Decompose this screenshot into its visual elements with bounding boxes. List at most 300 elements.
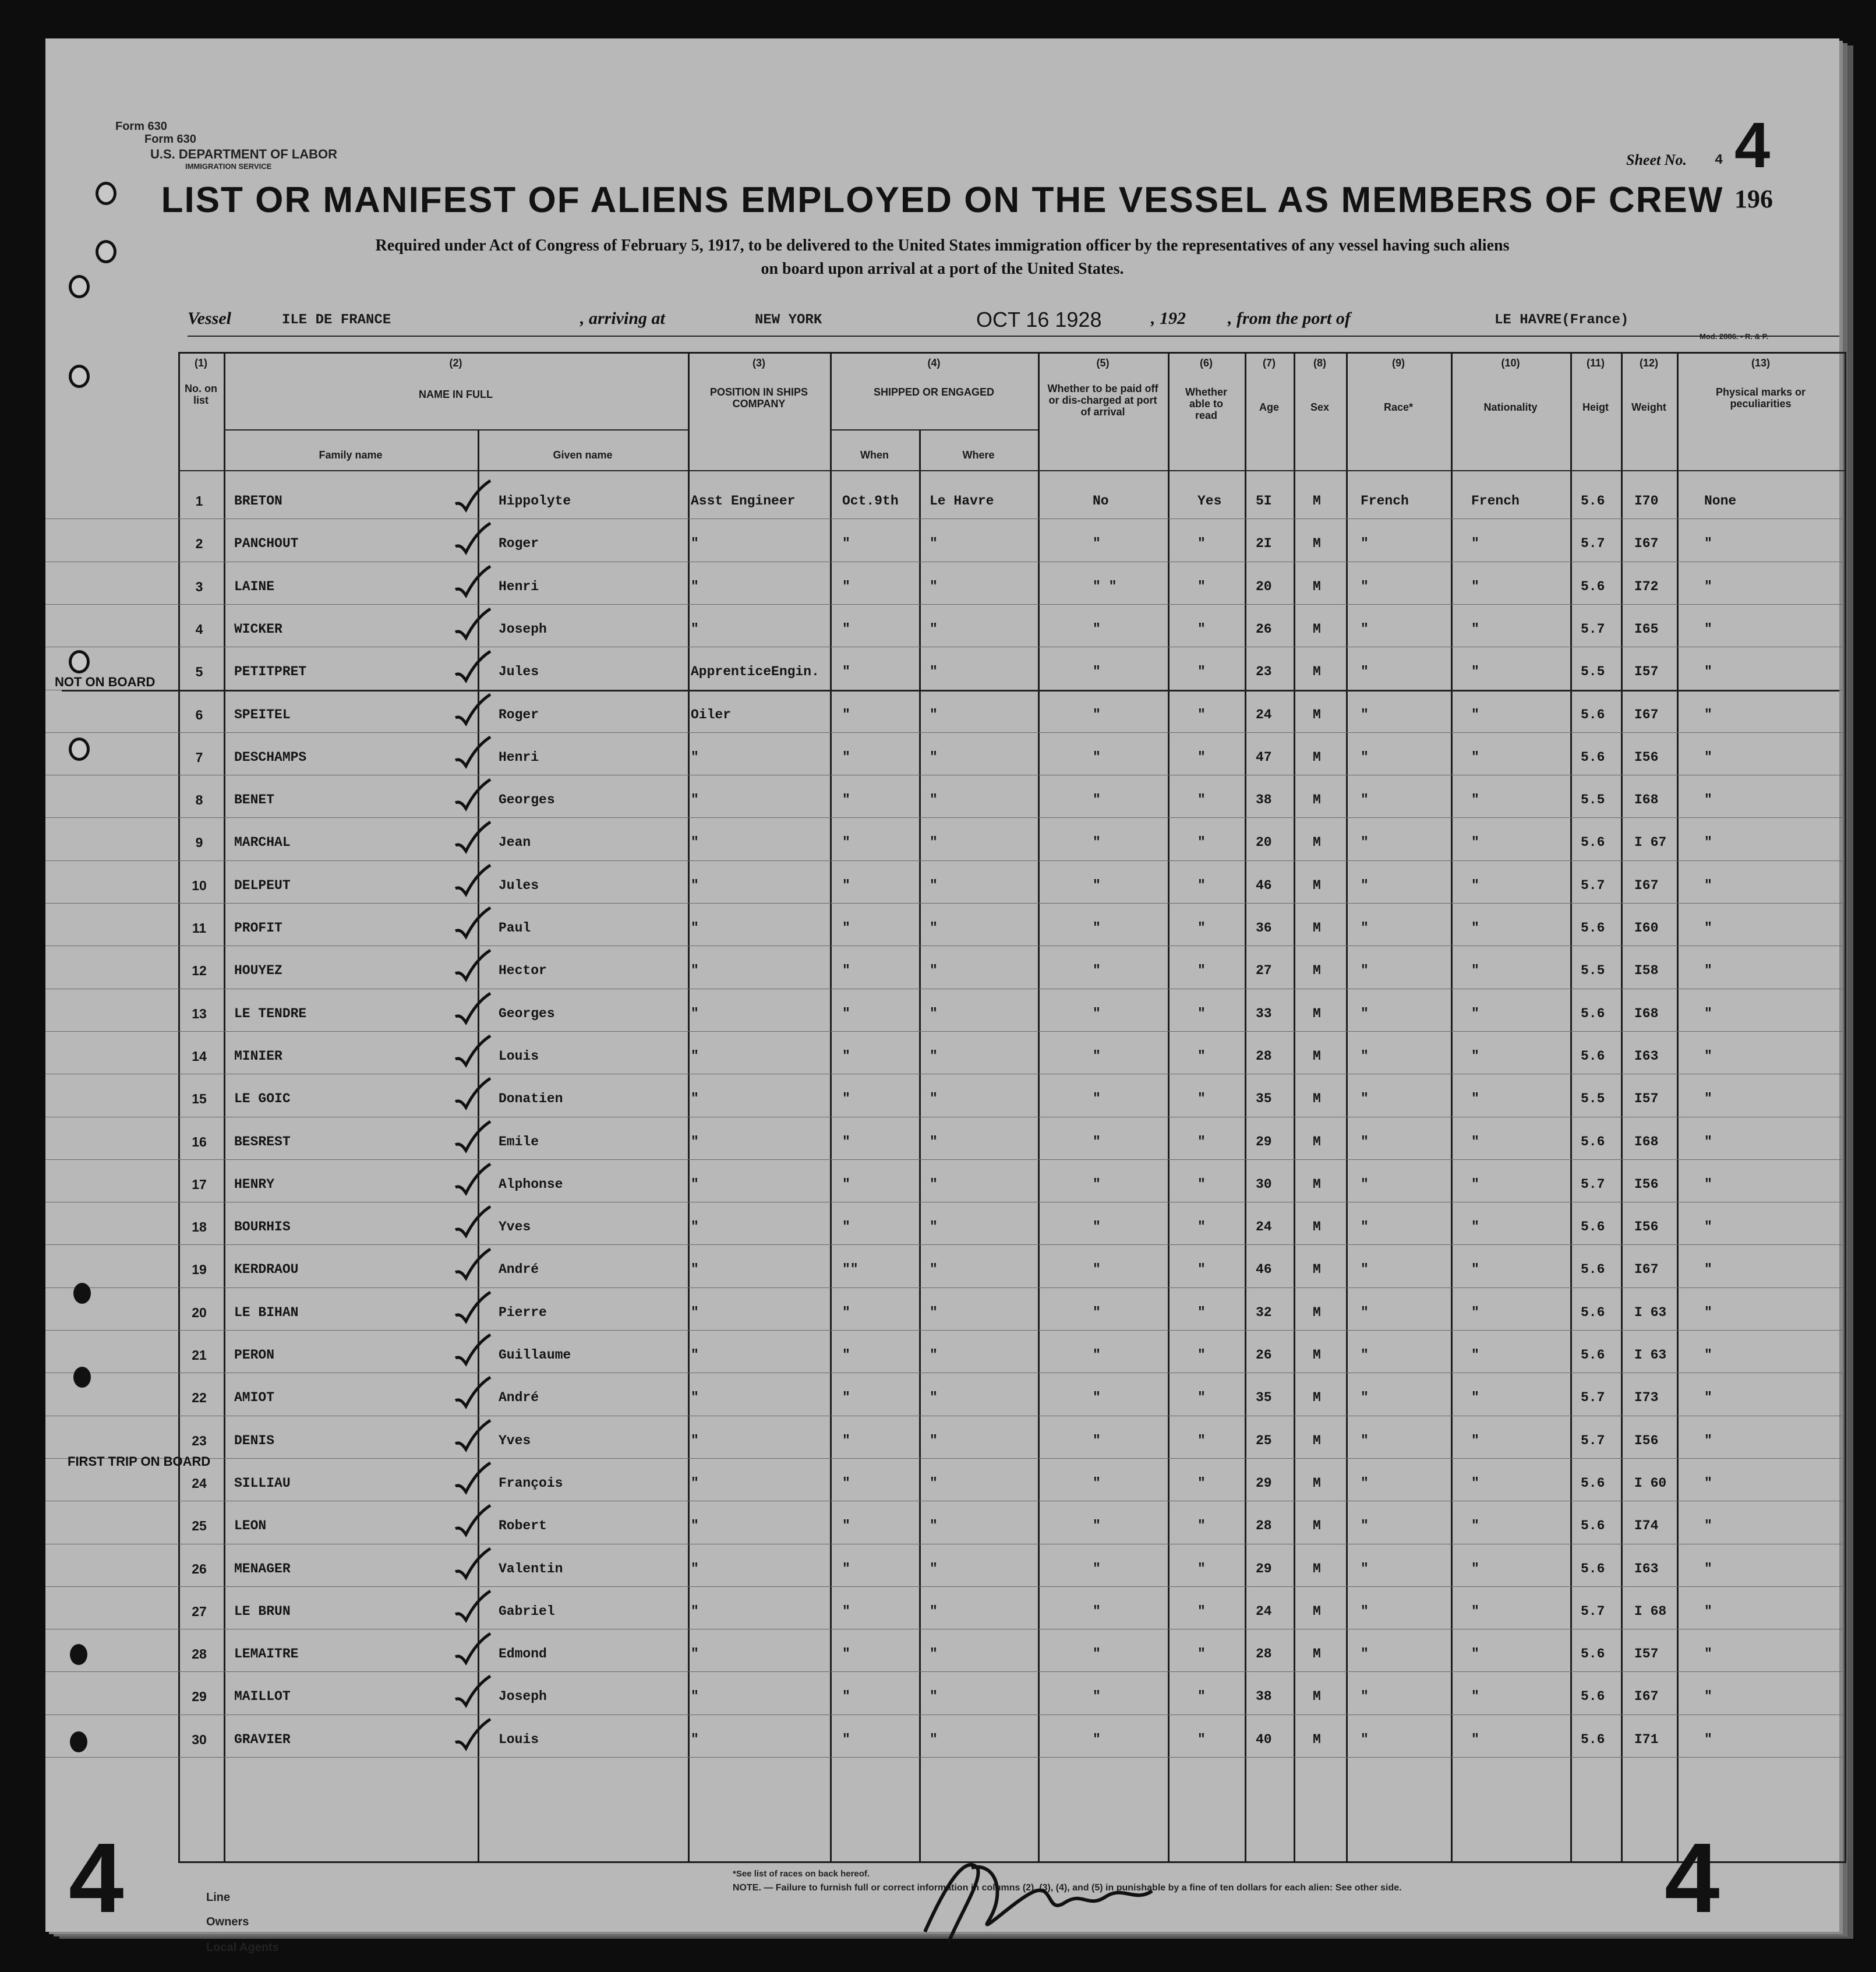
cell-family-name: PERON (234, 1347, 275, 1363)
cell-paid-off: " (1093, 1347, 1101, 1363)
check-mark-icon (452, 1119, 493, 1154)
arrival-date-stamp: OCT 16 1928 (976, 308, 1102, 331)
cell-race: " (1361, 1262, 1369, 1278)
cell-row-number: 25 (192, 1518, 207, 1534)
cell-family-name: MARCHAL (234, 835, 291, 851)
check-mark-icon (452, 991, 493, 1026)
cell-race: French (1361, 493, 1409, 509)
cell-shipped-where: " (930, 1689, 938, 1705)
check-mark-icon (452, 863, 493, 898)
cell-race: " (1361, 1304, 1369, 1320)
cell-race: " (1361, 578, 1369, 594)
row-rule (45, 604, 1845, 605)
cell-age: 29 (1256, 1134, 1272, 1149)
cell-height: 5.7 (1581, 1603, 1605, 1619)
col-header-no-on-list: No. on list (185, 383, 217, 406)
cell-given-name: Valentin (499, 1561, 563, 1576)
col-header-sex: Sex (1310, 401, 1330, 413)
cell-nationality: " (1471, 1048, 1479, 1064)
cell-position: " (691, 1433, 699, 1448)
cell-given-name: Louis (499, 1048, 539, 1064)
cell-shipped-when: " (842, 963, 850, 979)
cell-family-name: LEMAITRE (234, 1646, 299, 1662)
cell-able-to-read: " (1197, 1219, 1206, 1235)
binder-hole (69, 738, 90, 761)
cell-paid-off: " (1093, 1091, 1101, 1107)
cell-physical-marks: " (1704, 749, 1712, 765)
cell-weight: I63 (1634, 1561, 1659, 1576)
cell-weight: I67 (1634, 1689, 1659, 1705)
cell-weight: I 68 (1634, 1603, 1667, 1619)
check-mark-icon (452, 1631, 493, 1666)
margin-note-first-trip: FIRST TRIP ON BOARD (68, 1454, 211, 1469)
cell-shipped-where: " (930, 578, 938, 594)
sheet-number-bottom-right: 4 (1665, 1823, 1720, 1934)
cell-position: Asst Engineer (691, 493, 796, 509)
check-mark-icon (452, 606, 493, 641)
cell-race: " (1361, 1219, 1369, 1235)
cell-sex: M (1313, 1262, 1321, 1278)
cell-row-number: 18 (192, 1219, 207, 1235)
cell-shipped-where: " (930, 835, 938, 851)
cell-race: " (1361, 1091, 1369, 1107)
cell-sex: M (1313, 621, 1321, 637)
cell-row-number: 10 (192, 877, 207, 893)
cell-shipped-where: " (930, 1475, 938, 1491)
cell-nationality: " (1471, 1390, 1479, 1406)
cell-able-to-read: " (1197, 1176, 1206, 1192)
cell-position: " (691, 1731, 699, 1747)
cell-paid-off: " (1093, 792, 1101, 808)
races-footnote: *See list of races on back hereof. (733, 1869, 870, 1879)
col-13-number: (13) (1751, 357, 1770, 369)
cell-family-name: PROFIT (234, 920, 282, 936)
check-mark-icon (452, 521, 493, 556)
cell-position: Oiler (691, 707, 732, 722)
check-mark-icon (452, 1546, 493, 1581)
cell-given-name: François (499, 1475, 563, 1491)
cell-shipped-where: " (930, 707, 938, 722)
cell-sex: M (1313, 1091, 1321, 1107)
cell-family-name: MAILLOT (234, 1689, 291, 1705)
cell-sex: M (1313, 664, 1321, 680)
cell-physical-marks: " (1704, 621, 1712, 637)
cell-race: " (1361, 1347, 1369, 1363)
cell-able-to-read: " (1197, 1561, 1206, 1576)
cell-shipped-where: " (930, 1347, 938, 1363)
cell-row-number: 17 (192, 1176, 207, 1192)
cell-sex: M (1313, 1475, 1321, 1491)
cell-row-number: 5 (195, 664, 203, 680)
cell-nationality: " (1471, 920, 1479, 936)
cell-shipped-when: " (842, 578, 850, 594)
cell-weight: I74 (1634, 1518, 1659, 1534)
cell-nationality: " (1471, 1219, 1479, 1235)
cell-height: 5.6 (1581, 1134, 1605, 1149)
cell-sex: M (1313, 1006, 1321, 1021)
cell-height: 5.6 (1581, 1475, 1605, 1491)
cell-sex: M (1313, 877, 1321, 893)
binder-hole (69, 650, 90, 673)
cell-race: " (1361, 1561, 1369, 1576)
cell-sex: M (1313, 749, 1321, 765)
cell-height: 5.6 (1581, 1219, 1605, 1235)
cell-race: " (1361, 664, 1369, 680)
cell-position: " (691, 963, 699, 979)
cell-shipped-where: " (930, 1048, 938, 1064)
cell-race: " (1361, 536, 1369, 552)
binder-hole (70, 1731, 87, 1752)
cell-weight: I73 (1634, 1390, 1659, 1406)
cell-family-name: MINIER (234, 1048, 282, 1064)
cell-physical-marks: " (1704, 1433, 1712, 1448)
cell-shipped-when: " (842, 1006, 850, 1021)
cell-position: " (691, 1390, 699, 1406)
cell-position: " (691, 1518, 699, 1534)
cell-row-number: 16 (192, 1134, 207, 1149)
cell-shipped-where: " (930, 536, 938, 552)
sheet-number-label: Sheet No. (1626, 151, 1687, 168)
cell-weight: I 63 (1634, 1347, 1667, 1363)
cell-sex: M (1313, 1689, 1321, 1705)
cell-height: 5.7 (1581, 877, 1605, 893)
cell-shipped-when: " (842, 1219, 850, 1235)
cell-weight: I 63 (1634, 1304, 1667, 1320)
binder-hole (96, 240, 116, 263)
cell-paid-off: No (1093, 493, 1109, 509)
cell-shipped-where: " (930, 621, 938, 637)
cell-able-to-read: " (1197, 707, 1206, 722)
cell-height: 5.6 (1581, 920, 1605, 936)
cell-shipped-when: " (842, 1646, 850, 1662)
cell-able-to-read: " (1197, 963, 1206, 979)
cell-able-to-read: " (1197, 664, 1206, 680)
cell-height: 5.6 (1581, 1304, 1605, 1320)
binder-hole (73, 1367, 91, 1388)
cell-row-number: 22 (192, 1390, 207, 1406)
cell-shipped-where: " (930, 664, 938, 680)
cell-shipped-when: " (842, 749, 850, 765)
cell-age: 2I (1256, 536, 1272, 552)
cell-position: " (691, 792, 699, 808)
check-mark-icon (452, 1461, 493, 1495)
from-port-label: , from the port of (1228, 309, 1351, 328)
cell-family-name: BOURHIS (234, 1219, 291, 1235)
cell-nationality: " (1471, 1433, 1479, 1448)
cell-physical-marks: " (1704, 1603, 1712, 1619)
cell-row-number: 30 (192, 1731, 207, 1747)
cell-age: 28 (1256, 1048, 1272, 1064)
cell-race: " (1361, 1048, 1369, 1064)
col-10-number: (10) (1501, 357, 1520, 369)
cell-position: " (691, 1006, 699, 1021)
cell-weight: I56 (1634, 749, 1659, 765)
cell-able-to-read: " (1197, 877, 1206, 893)
cell-able-to-read: " (1197, 1433, 1206, 1448)
row-rule (45, 903, 1845, 904)
cell-given-name: Georges (499, 1006, 555, 1021)
col-header-name: NAME IN FULL (419, 389, 493, 400)
cell-height: 5.6 (1581, 1006, 1605, 1021)
cell-position: " (691, 835, 699, 851)
col-6-number: (6) (1200, 357, 1213, 369)
cell-age: 47 (1256, 749, 1272, 765)
cell-height: 5.6 (1581, 1518, 1605, 1534)
cell-position: " (691, 1134, 699, 1149)
cell-race: " (1361, 1518, 1369, 1534)
cell-family-name: GRAVIER (234, 1731, 291, 1747)
cell-position: " (691, 877, 699, 893)
cell-family-name: PANCHOUT (234, 536, 299, 552)
cell-family-name: LE GOIC (234, 1091, 291, 1107)
row-rule (45, 518, 1845, 519)
check-mark-icon (452, 1162, 493, 1197)
cell-height: 5.5 (1581, 792, 1605, 808)
check-mark-icon (452, 820, 493, 855)
cell-position: " (691, 1561, 699, 1576)
col-1-number: (1) (195, 357, 207, 369)
cell-paid-off: " (1093, 1006, 1101, 1021)
cell-position: " (691, 920, 699, 936)
cell-weight: I 67 (1634, 835, 1667, 851)
cell-paid-off: " (1093, 877, 1101, 893)
cell-sex: M (1313, 1646, 1321, 1662)
cell-age: 35 (1256, 1091, 1272, 1107)
cell-paid-off: " (1093, 1176, 1101, 1192)
cell-paid-off: " (1093, 1304, 1101, 1320)
cell-sex: M (1313, 963, 1321, 979)
cell-given-name: Jules (499, 877, 539, 893)
cell-able-to-read: " (1197, 1304, 1206, 1320)
cell-row-number: 28 (192, 1646, 207, 1662)
cell-sex: M (1313, 1561, 1321, 1576)
cell-able-to-read: " (1197, 1134, 1206, 1149)
binder-hole (69, 365, 90, 388)
cell-position: " (691, 621, 699, 637)
cell-paid-off: " (1093, 621, 1101, 637)
check-mark-icon (452, 478, 493, 513)
row-rule (45, 732, 1845, 733)
sheet-number-handwritten: 4 (1734, 110, 1771, 181)
cell-able-to-read: " (1197, 1646, 1206, 1662)
row-rule (45, 1159, 1845, 1160)
check-mark-icon (452, 1247, 493, 1282)
cell-shipped-where: " (930, 1561, 938, 1576)
cell-weight: I70 (1634, 493, 1659, 509)
crew-table (178, 352, 1846, 1863)
cell-physical-marks: " (1704, 920, 1712, 936)
cell-height: 5.5 (1581, 963, 1605, 979)
cell-age: 5I (1256, 493, 1272, 509)
cell-physical-marks: " (1704, 1347, 1712, 1363)
cell-nationality: " (1471, 1176, 1479, 1192)
cell-shipped-where: " (930, 792, 938, 808)
cell-race: " (1361, 1433, 1369, 1448)
cell-given-name: Henri (499, 578, 539, 594)
row-rule (45, 1244, 1845, 1245)
cell-able-to-read: " (1197, 1731, 1206, 1747)
cell-paid-off: " (1093, 1561, 1101, 1576)
cell-paid-off: " (1093, 963, 1101, 979)
cell-age: 20 (1256, 578, 1272, 594)
cell-position: " (691, 1689, 699, 1705)
cell-physical-marks: " (1704, 1048, 1712, 1064)
cell-paid-off: " (1093, 707, 1101, 722)
check-mark-icon (452, 1290, 493, 1325)
cell-height: 5.7 (1581, 536, 1605, 552)
cell-shipped-where: Le Havre (930, 493, 994, 509)
cell-sex: M (1313, 835, 1321, 851)
footer-local-agents-label: Local Agents (206, 1941, 279, 1954)
cell-weight: I56 (1634, 1433, 1659, 1448)
binder-hole (70, 1644, 87, 1665)
cell-physical-marks: " (1704, 1561, 1712, 1576)
col-2-number: (2) (449, 357, 462, 369)
check-mark-icon (452, 1717, 493, 1752)
cell-nationality: " (1471, 1304, 1479, 1320)
cell-shipped-when: " (842, 835, 850, 851)
cell-given-name: Alphonse (499, 1176, 563, 1192)
cell-sex: M (1313, 792, 1321, 808)
cell-given-name: Jules (499, 664, 539, 680)
cell-shipped-when: " (842, 1347, 850, 1363)
cell-paid-off: " (1093, 1475, 1101, 1491)
cell-race: " (1361, 1475, 1369, 1491)
cell-nationality: " (1471, 835, 1479, 851)
cell-height: 5.5 (1581, 664, 1605, 680)
cell-height: 5.7 (1581, 621, 1605, 637)
binder-hole (69, 275, 90, 298)
cell-position: " (691, 578, 699, 594)
cell-position: ApprenticeEngin. (691, 664, 819, 680)
cell-able-to-read: " (1197, 792, 1206, 808)
cell-given-name: Yves (499, 1433, 531, 1448)
cell-age: 35 (1256, 1390, 1272, 1406)
cell-weight: I67 (1634, 536, 1659, 552)
cell-sex: M (1313, 578, 1321, 594)
col-header-shipped: SHIPPED OR ENGAGED (873, 386, 995, 398)
check-mark-icon (452, 1204, 493, 1239)
cell-able-to-read: " (1197, 1689, 1206, 1705)
year-label: , 192 (1151, 309, 1186, 328)
cell-age: 24 (1256, 1219, 1272, 1235)
cell-row-number: 27 (192, 1603, 207, 1619)
cell-physical-marks: " (1704, 536, 1712, 552)
cell-physical-marks: " (1704, 578, 1712, 594)
cell-shipped-when: " (842, 877, 850, 893)
col-header-age: Age (1259, 401, 1279, 413)
col-header-nationality: Nationality (1483, 401, 1538, 413)
cell-nationality: French (1471, 493, 1520, 509)
cell-sex: M (1313, 1433, 1321, 1448)
cell-age: 26 (1256, 1347, 1272, 1363)
cell-row-number: 14 (192, 1048, 207, 1064)
col-8-number: (8) (1313, 357, 1326, 369)
check-mark-icon (452, 1332, 493, 1367)
cell-shipped-where: " (930, 1176, 938, 1192)
check-mark-icon (452, 1589, 493, 1624)
cell-able-to-read: " (1197, 1347, 1206, 1363)
cell-race: " (1361, 963, 1369, 979)
cell-physical-marks: " (1704, 1689, 1712, 1705)
cell-paid-off: " (1093, 920, 1101, 936)
cell-nationality: " (1471, 1475, 1479, 1491)
col-4-number: (4) (927, 357, 941, 369)
cell-age: 20 (1256, 835, 1272, 851)
cell-nationality: " (1471, 664, 1479, 680)
cell-paid-off: " (1093, 1134, 1101, 1149)
cell-shipped-where: " (930, 1433, 938, 1448)
cell-row-number: 29 (192, 1689, 207, 1705)
cell-race: " (1361, 1176, 1369, 1192)
cell-shipped-when: " (842, 1176, 850, 1192)
cell-shipped-where: " (930, 749, 938, 765)
cell-weight: I56 (1634, 1176, 1659, 1192)
cell-age: 28 (1256, 1646, 1272, 1662)
cell-able-to-read: " (1197, 1262, 1206, 1278)
row-rule (45, 1671, 1845, 1672)
row-rule (45, 1031, 1845, 1032)
cell-sex: M (1313, 1134, 1321, 1149)
cell-age: 27 (1256, 963, 1272, 979)
cell-nationality: " (1471, 707, 1479, 722)
cell-nationality: " (1471, 749, 1479, 765)
cell-given-name: Hector (499, 963, 547, 979)
cell-age: 28 (1256, 1518, 1272, 1534)
cell-race: " (1361, 707, 1369, 722)
cell-sex: M (1313, 1304, 1321, 1320)
cell-sex: M (1313, 1048, 1321, 1064)
cell-race: " (1361, 749, 1369, 765)
footer-owners-label: Owners (206, 1915, 249, 1928)
cell-shipped-when: "" (842, 1262, 858, 1278)
row-rule (45, 1287, 1845, 1288)
cell-height: 5.7 (1581, 1176, 1605, 1192)
cell-height: 5.6 (1581, 1689, 1605, 1705)
margin-note-not-on-board: NOT ON BOARD (55, 675, 156, 689)
cell-height: 5.6 (1581, 1048, 1605, 1064)
cell-weight: I67 (1634, 877, 1659, 893)
cell-shipped-where: " (930, 963, 938, 979)
cell-family-name: HOUYEZ (234, 963, 282, 979)
check-mark-icon (452, 948, 493, 983)
cell-height: 5.6 (1581, 835, 1605, 851)
cell-physical-marks: " (1704, 963, 1712, 979)
col-header-able-to-read: Whether able to read (1185, 386, 1227, 421)
cell-family-name: DESCHAMPS (234, 749, 307, 765)
cell-physical-marks: " (1704, 835, 1712, 851)
cell-physical-marks: " (1704, 1304, 1712, 1320)
cell-row-number: 2 (195, 536, 203, 552)
cell-race: " (1361, 621, 1369, 637)
departure-port: LE HAVRE(France) (1495, 312, 1629, 328)
cell-shipped-when: " (842, 621, 850, 637)
cell-shipped-where: " (930, 1091, 938, 1107)
check-mark-icon (452, 1375, 493, 1410)
cell-age: 38 (1256, 792, 1272, 808)
cell-height: 5.6 (1581, 1561, 1605, 1576)
cell-shipped-where: " (930, 1262, 938, 1278)
cell-shipped-where: " (930, 920, 938, 936)
cell-paid-off: " (1093, 1518, 1101, 1534)
vessel-name: ILE DE FRANCE (282, 312, 391, 328)
cell-row-number: 12 (192, 963, 207, 979)
cell-given-name: Gabriel (499, 1603, 555, 1619)
arriving-label: , arriving at (580, 309, 665, 328)
vessel-label: Vessel (188, 309, 231, 328)
cell-age: 29 (1256, 1475, 1272, 1491)
cell-position: " (691, 1048, 699, 1064)
